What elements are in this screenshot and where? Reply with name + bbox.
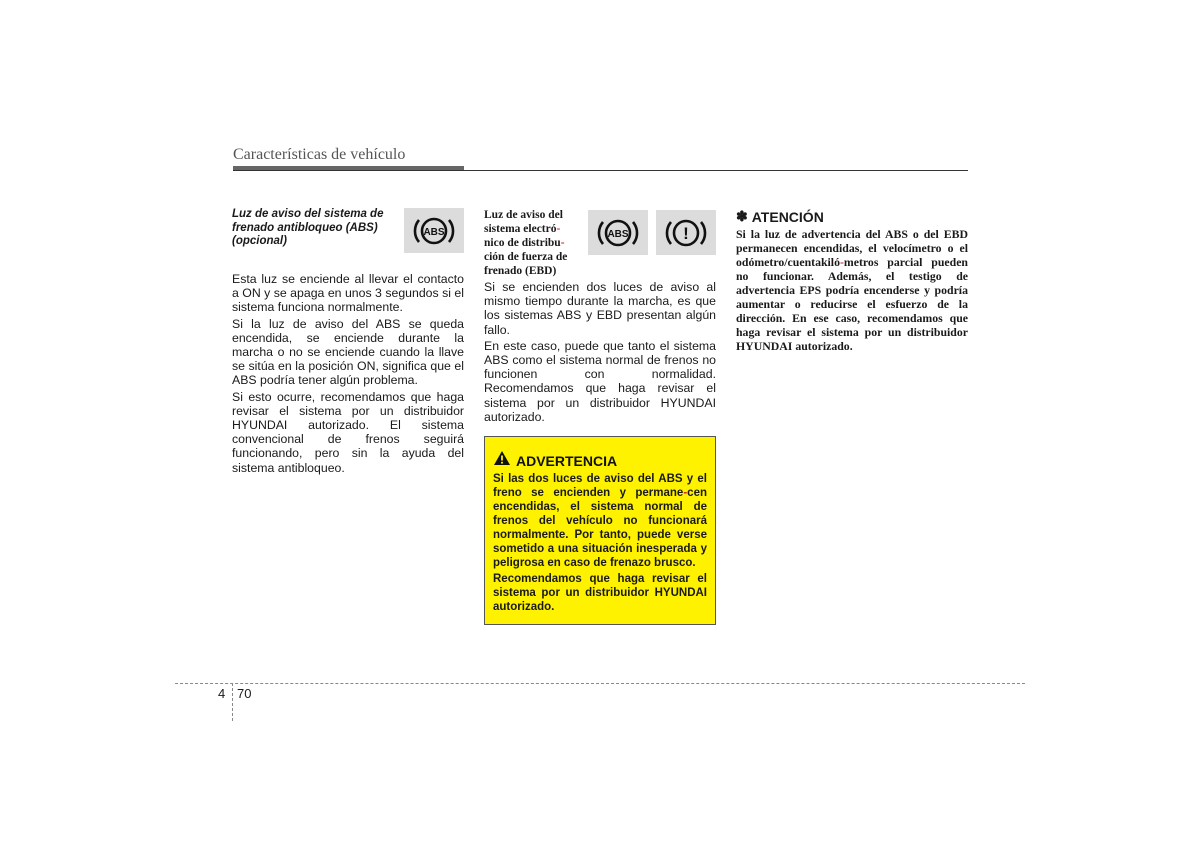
abs-heading-row — [232, 208, 464, 268]
column-ebd — [484, 208, 716, 625]
warning-title-row — [494, 451, 707, 470]
ebd-heading-row — [484, 208, 716, 280]
attention-title: ATENCIÓN — [751, 208, 824, 225]
warning-triangle-icon — [494, 451, 510, 470]
ebd-paragraph-1: Si se encienden dos luces de aviso al mismo tiempo durante la marcha, es que los sistemas ABS y EBD presentan algún fallo. — [484, 280, 716, 337]
attention-title-row — [736, 208, 968, 225]
abs-icon-label: ABS — [423, 226, 445, 238]
abs-warning-icon — [588, 210, 648, 255]
page-number: 70 — [237, 686, 252, 701]
abs-paragraph-3: Si esto ocurre, recomendamos que haga revisar el sistema por un distribuidor HYUNDAI autorizado. El sistema convencional de frenos seguirá funcionando, pero sin la ayuda del sistema antibloqueo. — [232, 389, 464, 475]
header-rule — [233, 170, 968, 171]
chapter-number: 4 — [218, 686, 226, 701]
warning-paragraph-2: Recomendamos que haga revisar el sistema por un distribuidor HYUNDAI autorizado. — [493, 573, 707, 614]
svg-text:!: ! — [683, 223, 689, 243]
column-abs — [232, 208, 464, 477]
brake-warning-icon — [656, 210, 716, 255]
warning-paragraph-1: Si las dos luces de aviso del ABS y el freno se encienden y permane-cen encendidas, el sistema normal de frenos del vehículo no funcionará normalmente. Por tanto, puede verse sometido a una situación inesperada y peligrosa en caso de frenazo brusco. — [493, 473, 707, 570]
warning-box — [484, 436, 716, 625]
abs-paragraph-1: Esta luz se enciende al llevar el contacto a ON y se apaga en unos 3 segundos si el sistema funciona normalmente. — [232, 272, 464, 315]
abs-heading: Luz de aviso del sistema de frenado antibloqueo (ABS) (opcional) — [232, 208, 384, 247]
ebd-paragraph-2: En este caso, puede que tanto el sistema ABS como el sistema normal de frenos no funcionen con normalidad. Recomendamos que haga revisar el sistema por un distribuidor HYUNDAI autorizado. — [484, 338, 716, 424]
svg-text:ABS: ABS — [607, 228, 629, 240]
ebd-heading: Luz de aviso del sistema electró- nico de distribu- ción de fuerza de frenado (EBD) — [484, 209, 568, 277]
asterisk-icon: ✽ — [736, 208, 748, 224]
abs-warning-icon — [404, 208, 464, 253]
column-attention — [736, 208, 968, 353]
footer-divider — [232, 683, 233, 721]
attention-text: Si la luz de advertencia del ABS o del EBD permanecen encendidas, el velocímetro o el odómetro/cuentakiló-metros parcial pueden no funcionar. Además, el testigo de advertencia EPS podría encenderse y podría aumentar o reducirse el esfuerzo de la dirección. En ese caso, recomendamos que haga revisar el sistema por un distribuidor HYUNDAI autorizado. — [736, 227, 968, 353]
abs-paragraph-2: Si la luz de aviso del ABS se queda encendida, se enciende durante la marcha o no se enciende cuando la llave se sitúa en la posición ON, significa que el ABS podría tener algún problema. — [232, 316, 464, 388]
page-header-title: Características de vehículo — [233, 146, 406, 163]
warning-title: ADVERTENCIA — [516, 452, 618, 469]
footer-rule — [175, 683, 1025, 684]
